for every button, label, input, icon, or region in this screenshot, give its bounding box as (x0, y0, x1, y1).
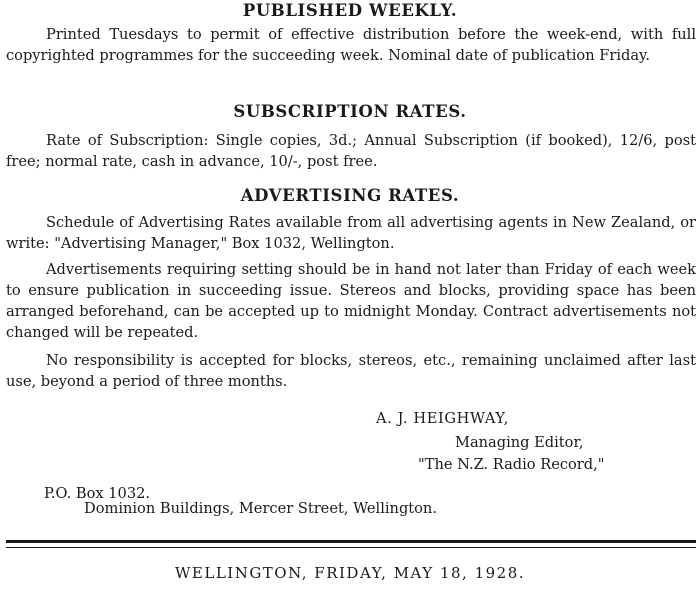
subscription-rates-body: Rate of Subscription: Single copies, 3d.; Annual Subscription (if booked), 12/6, post free; normal rate, cash in advance, 10/-, post free. (6, 132, 696, 170)
dateline: WELLINGTON, FRIDAY, MAY 18, 1928. (174, 564, 526, 582)
advertising-rates-heading: ADVERTISING RATES. (240, 186, 460, 205)
editor-name: A. J. HEIGHWAY, (376, 410, 509, 427)
divider-thick (6, 540, 696, 543)
no-responsibility-paragraph: No responsibility is accepted for blocks, stereos, etc., remaining unclaimed after last use, beyond a period of three months. (6, 352, 696, 390)
published-weekly-body: Printed Tuesdays to permit of effective distribution before the week-end, with full copyrighted programmes for the succeeding week. Nominal date of publication Friday. (6, 26, 696, 64)
divider-thin (6, 547, 696, 548)
editor-title: Managing Editor, (455, 434, 584, 451)
street-address: Dominion Buildings, Mercer Street, Wellington. (84, 500, 437, 517)
po-box: P.O. Box 1032. (44, 485, 151, 502)
advertisements-setting-paragraph: Advertisements requiring setting should be in hand not later than Friday of each week to ensure publication in succeeding issue. Stereos and blocks, providing space has been arranged beforehand, can be accepted up to midnight Monday. Contract advertisements not changed will be repeated. (6, 261, 696, 341)
publication-name: "The N.Z. Radio Record," (418, 456, 605, 473)
advertising-schedule-paragraph: Schedule of Advertising Rates available from all advertising agents in New Zealand, or write: "Advertising Manager," Box 1032, Wellington. (6, 214, 696, 252)
published-weekly-heading: PUBLISHED WEEKLY. (242, 1, 458, 20)
subscription-rates-heading: SUBSCRIPTION RATES. (233, 102, 467, 121)
